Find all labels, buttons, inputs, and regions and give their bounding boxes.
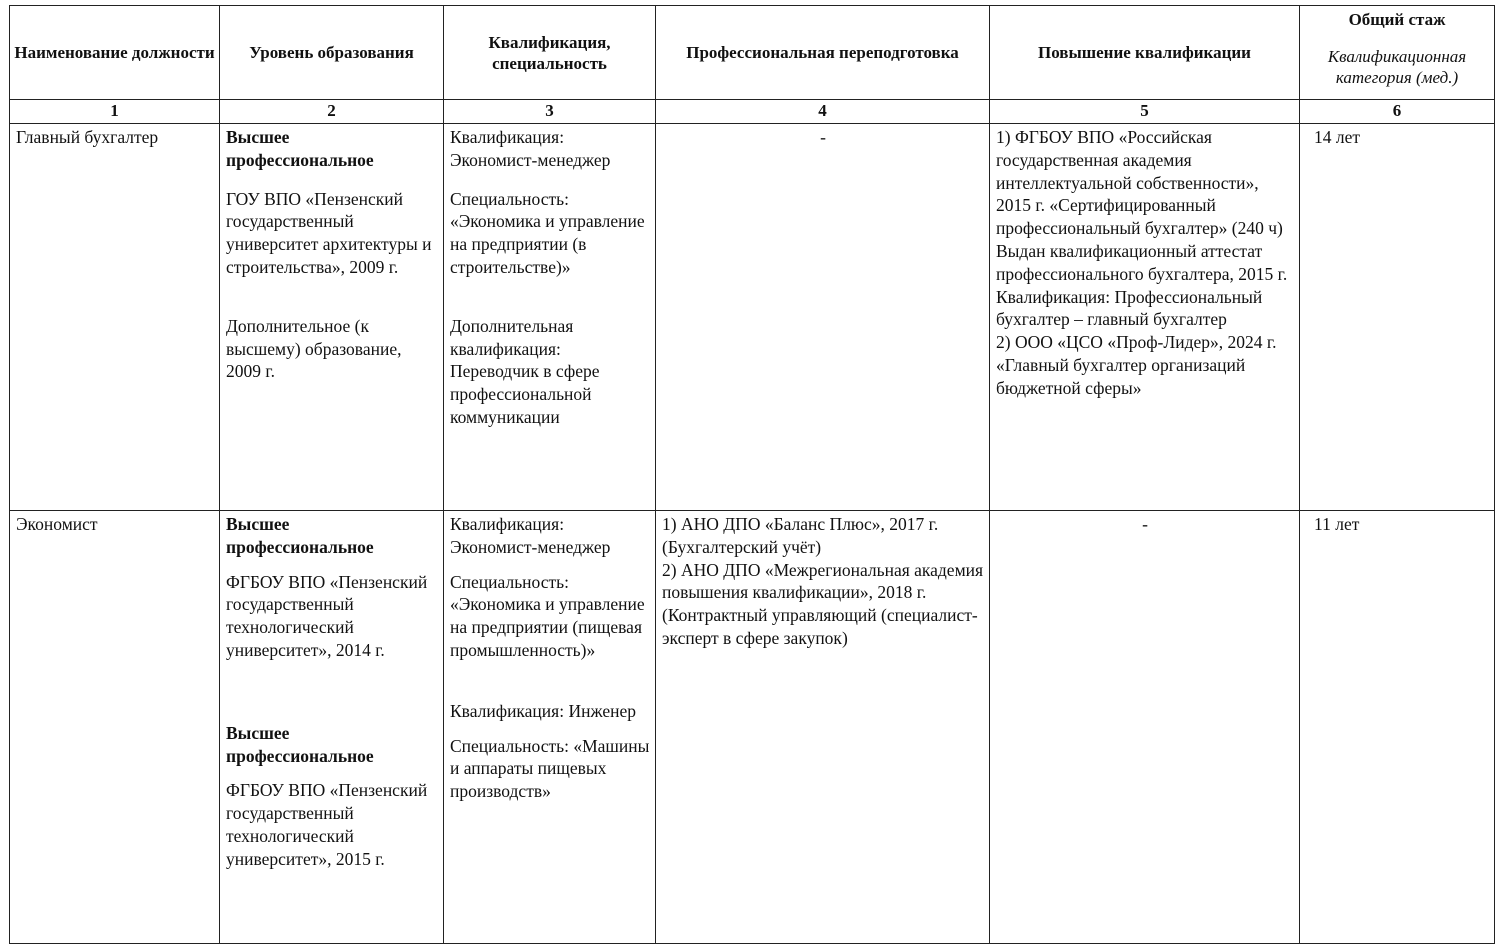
qualification-cell (444, 511, 656, 944)
position-cell (10, 511, 220, 944)
column-number: 5 (990, 100, 1300, 124)
education-level: Высшее профессиональное (226, 722, 374, 766)
position-name: Экономист (16, 514, 98, 534)
education-level: Высшее профессиональное (226, 514, 374, 557)
education-institution: ФГБОУ ВПО «Пензенский государственный технологический университет», 2014 г. (226, 571, 428, 660)
experience-cell (1300, 511, 1495, 944)
list-item: Квалификация: Профессиональный бухгалтер – главный бухгалтер (996, 286, 1263, 330)
qualification-text: Квалификация: Экономист-менеджер (450, 127, 611, 170)
education-institution: ГОУ ВПО «Пензенский государственный университет архитектуры и строительства», 2009 г. (226, 188, 432, 277)
header-education: Уровень образования (220, 6, 444, 100)
advanced-training-cell (990, 124, 1300, 511)
header-experience-subtitle: Квалификационная категория (мед.) (1327, 47, 1467, 87)
advanced-training-text: - (1142, 514, 1148, 534)
column-number: 2 (220, 100, 444, 124)
retraining-cell (656, 511, 990, 944)
column-number: 3 (444, 100, 656, 124)
table-row (10, 511, 1495, 944)
header-experience-title: Общий стаж (1348, 10, 1446, 29)
staff-qualification-table (9, 5, 1495, 944)
advanced-training-cell (990, 511, 1300, 944)
specialty-text: Специальность: «Экономика и управление на предприятии (пищевая промышленность)» (450, 571, 645, 660)
qualification-text: Квалификация: Инженер (450, 700, 636, 721)
list-item: 1) ФГБОУ ВПО «Российская государственная академия интеллектуальной собственности», 2015 г. «Сертифицированный профессиональный бухгалтер» (240 ч) (996, 127, 1283, 239)
qualification-text: Квалификация: Экономист-менеджер (450, 514, 611, 557)
education-level: Высшее профессиональное (226, 127, 374, 170)
additional-qualification-text: Дополнительная квалификация: Переводчик в сфере профессиональной коммуникации (450, 315, 600, 427)
header-experience (1300, 6, 1495, 100)
education-cell (220, 124, 444, 511)
column-number-row (10, 100, 1495, 124)
column-number: 4 (656, 100, 990, 124)
column-number: 6 (1300, 100, 1495, 124)
retraining-list (662, 513, 984, 650)
list-item: «Главный бухгалтер организаций бюджетной сферы» (996, 354, 1246, 398)
position-name: Главный бухгалтер (16, 127, 159, 147)
advanced-training-list (996, 126, 1294, 400)
retraining-text: - (820, 127, 826, 147)
table-row (10, 124, 1495, 511)
header-qualification: Квалификация, специальность (444, 6, 656, 100)
list-item: 2) ООО «ЦСО «Проф-Лидер», 2024 г. (996, 332, 1277, 353)
list-item: Выдан квалификационный аттестат профессионального бухгалтера, 2015 г. (996, 240, 1288, 284)
header-advanced-training: Повышение квалификации (990, 6, 1300, 100)
list-item: 1) АНО ДПО «Баланс Плюс», 2017 г. (Бухгалтерский учёт) (662, 514, 939, 557)
header-position: Наименование должности (10, 6, 220, 100)
education-additional: Дополнительное (к высшему) образование, 2009 г. (226, 315, 402, 382)
education-cell (220, 511, 444, 944)
qualification-cell (444, 124, 656, 511)
list-item: 2) АНО ДПО «Межрегиональная академия повышения квалификации», 2018 г. (Контрактный управляющий (специалист-эксперт в сфере закупок) (662, 559, 984, 648)
column-number: 1 (10, 100, 220, 124)
header-retraining: Профессиональная переподготовка (656, 6, 990, 100)
education-institution: ФГБОУ ВПО «Пензенский государственный технологический университет», 2015 г. (226, 780, 428, 869)
header-row (10, 6, 1495, 100)
position-cell (10, 124, 220, 511)
experience-cell (1300, 124, 1495, 511)
specialty-text: Специальность: «Экономика и управление на предприятии (в строительстве)» (450, 188, 645, 277)
experience-value: 14 лет (1314, 127, 1361, 147)
experience-value: 11 лет (1314, 514, 1360, 534)
specialty-text: Специальность: «Машины и аппараты пищевых производств» (450, 735, 650, 802)
retraining-cell (656, 124, 990, 511)
